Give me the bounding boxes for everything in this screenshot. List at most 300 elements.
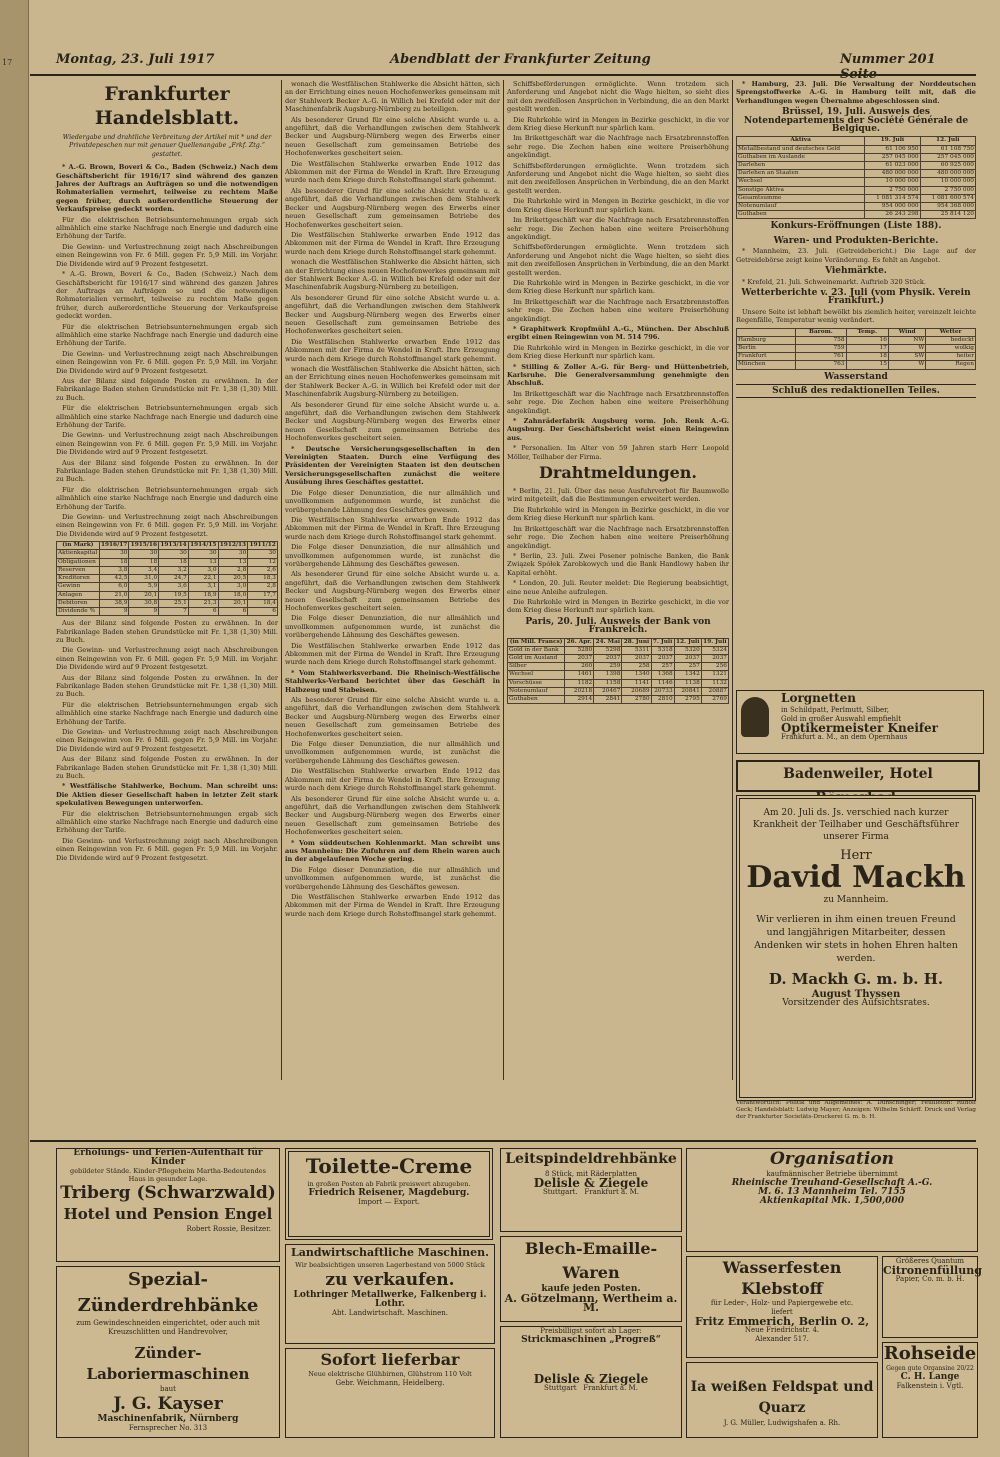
section-subtitle: Wiedergabe und drahtliche Verbreitung der Artikel mit * und der Privatdepeschen nur mit genauer Quellenangabe „Frkf. Ztg.“ gestattet. bbox=[62, 134, 272, 158]
ad-text: Delisle & Ziegele bbox=[533, 1176, 649, 1190]
table-row bbox=[737, 178, 976, 186]
paragraph: Für die elektrischen Betriebsunternehmungen ergab sich allmählich eine starke Nachfrage nach Energie und dadurch eine Erhöhung der Tarife. bbox=[56, 700, 278, 726]
ad-text: Hotel und Pension Engel bbox=[63, 1205, 273, 1223]
ad-text: in Schildpatt, Perlmutt, Silber, bbox=[781, 706, 889, 714]
table-cell: Gesamtsumme bbox=[737, 194, 865, 202]
table-cell: Wechsel bbox=[737, 178, 865, 186]
ad-text: 8 Stück, mit Räderplatten bbox=[544, 1170, 638, 1178]
table-cell: 21,0 bbox=[99, 591, 129, 599]
table-cell: 259 bbox=[594, 663, 622, 671]
table-cell: 2037 bbox=[594, 654, 622, 662]
ad-strickmaschinen bbox=[500, 1326, 682, 1438]
article-brown-boveri: * A.-G. Brown, Boveri & Co., Baden (Schweiz.) Nach dem Geschäftsbericht für 1916/17 sind während des ganzen Jahres der Auftrags an Aufträgen so und die notwendigen Rohmaterialien vermehrt, teilweise zu rechtem Maße gegen früher, durch außerordentliche Steuerung der Verkaufspreise gedeckt worden. bbox=[56, 163, 278, 214]
bank-france-table bbox=[507, 638, 729, 705]
paragraph: Schiffsbeförderungen ermöglichte. Wenn trotzdem sich Anforderung und Angebot nicht die Wage hielten, so sieht dies mit den zweifellosen Ansprüchen in Verbindung, die an den Markt gestellt werden. bbox=[507, 161, 729, 195]
table-cell: 18 bbox=[846, 353, 888, 361]
paragraph: Als besonderer Grund für eine solche Absicht wurde u. a. angeführt, daß die Verhandlungen zwischen dem Stahlwerk Becker und Augsburg-Nürnberg wegen des Erwerbs einer neuen Gesellschaft zum gemeinsamen Betriebe des Hochofenwerkes gescheitert seien. bbox=[285, 186, 500, 229]
ad-klebstoff bbox=[686, 1256, 878, 1358]
paragraph: Als besonderer Grund für eine solche Absicht wurde u. a. angeführt, daß die Verhandlungen zwischen dem Stahlwerk Becker und Augsburg-Nürnberg wegen des Erwerbs einer neuen Gesellschaft zum gemeinsamen Betriebe des Hochofenwerkes gescheitert seien. bbox=[285, 794, 500, 837]
ad-leitspindel bbox=[500, 1148, 682, 1232]
table-row bbox=[508, 654, 729, 662]
table-cell: 18,9 bbox=[188, 591, 218, 599]
ad-text: Alexander 517. bbox=[755, 1335, 809, 1343]
ad-text: Robert Rossie, Besitzer. bbox=[186, 1225, 271, 1233]
table-cell: 6 bbox=[248, 607, 278, 615]
ad-text: Neue elektrische Glühbirnen, Glühstrom 110 Volt bbox=[308, 1370, 472, 1378]
table-header-cell: 24. Mai bbox=[595, 638, 621, 645]
ad-lorgnetten bbox=[736, 690, 984, 754]
table-cell: 480 000 000 bbox=[865, 170, 920, 178]
ad-text: baut bbox=[160, 1385, 176, 1393]
table-row bbox=[508, 671, 729, 679]
paragraph: Die Westfälischen Stahlwerke erwarben Ende 1912 das Abkommen mit der Firma de Wendel in Kraft. Ihre Erzeugung wurde nach dem Kriege durch Rohstoffmangel stark gehemmt. bbox=[285, 230, 500, 256]
table-cell: 2914 bbox=[565, 695, 594, 703]
table-header-cell: 1914/15 bbox=[190, 542, 217, 549]
table-cell: Guthaben im Auslande bbox=[737, 153, 865, 161]
table-cell: 5311 bbox=[622, 646, 651, 654]
ad-text: Strickmaschinen „Progreß“ bbox=[521, 1335, 661, 1345]
wasserstand-title: Wasserstand bbox=[824, 371, 888, 382]
table-row bbox=[737, 186, 976, 194]
table-cell: 13 bbox=[218, 558, 248, 566]
paragraph: Für die elektrischen Betriebsunternehmungen ergab sich allmählich eine starke Nachfrage nach Energie und dadurch eine Erhöhung der Tarife. bbox=[56, 322, 278, 348]
article-versicherung: * Deutsche Versicherungsgesellschaften in den Vereinigten Staaten. Durch eine Verfügung des Präsidenten der Vereinigten Staaten ist den deutschen Versicherungsgesellschaften zunächst die weitere Ausübung ihres Geschäftes gestattet. bbox=[285, 444, 500, 487]
wetter-title: Wetterberichte v. 23. Juli (vom Physik. Verein Frankfurt.) bbox=[741, 287, 971, 307]
table-row bbox=[737, 145, 976, 153]
paragraph: Die Gewinn- und Verlustrechnung zeigt nach Abschreibungen einen Reingewinn von Fr. 6 Mill. gegen Fr. 5,9 Mill. im Vorjahr. Die Dividende wird auf 9 Prozent festgesetzt. bbox=[56, 836, 278, 862]
ad-toilette-creme bbox=[285, 1148, 493, 1240]
table-cell: Regen bbox=[926, 361, 976, 369]
table-cell: NW bbox=[888, 336, 925, 344]
paragraph: Die Westfälischen Stahlwerke erwarben Ende 1912 das Abkommen mit der Firma de Wendel in Kraft. Ihre Erzeugung wurde nach dem Kriege durch Rohstoffmangel stark gehemmt. bbox=[285, 159, 500, 185]
table-cell: 24,7 bbox=[159, 575, 189, 583]
table-cell: 2037 bbox=[701, 654, 728, 662]
table-cell: Berlin bbox=[737, 344, 796, 352]
paragraph: Die Westfälischen Stahlwerke erwarben Ende 1912 das Abkommen mit der Firma de Wendel in Kraft. Ihre Erzeugung wurde nach dem Kriege durch Rohstoffmangel stark gehemmt. bbox=[285, 337, 500, 363]
table-cell: 3,1 bbox=[188, 583, 218, 591]
paragraph: Aus der Bilanz sind folgende Posten zu erwähnen. In der Fabrikanlage Baden stehen Grundstücke mit Fr. 1,38 (1,30) Mill. zu Buch. bbox=[56, 673, 278, 699]
ad-sofort-lieferbar bbox=[285, 1348, 495, 1438]
paragraph: Im Brikettgeschäft war die Nachfrage nach Ersatzbrennstoffen sehr rege. Die Zechen haben eine weitere Preiserhöhung angekündigt. bbox=[507, 216, 729, 241]
paragraph: wonach die Westfälischen Stahlwerke die Absicht hätten, sich an der Errichtung eines neuen Hochofenwerkes gemeinsam mit der Stahlwerk Becker A.-G. in Willich bei Krefeld oder mit der Maschinenfabrik Augsburg-Nürnberg zu beteiligen. bbox=[285, 258, 500, 292]
table-cell: 5324 bbox=[701, 646, 728, 654]
table-cell: 12 bbox=[248, 558, 278, 566]
paragraph: * Mannheim, 23. Juli. (Getreidebericht.) Die Lage auf der Getreidebörse zeigt keine Veränderung. Es fehlt an Angebot. bbox=[736, 247, 976, 264]
table-cell: 18 bbox=[159, 558, 189, 566]
table-cell: wolkig bbox=[926, 344, 976, 352]
ad-text: M. 6. 13 Mannheim Tel. 7155 bbox=[758, 1187, 906, 1197]
paragraph: * Berlin, 21. Juli. Über das neue Ausfuhrverbot für Baumwolle wird mitgeteilt, daß die Bestimmungen erweitert werden. bbox=[507, 487, 729, 504]
ad-landwirtschaft bbox=[285, 1244, 495, 1344]
vieh-title: Viehmärkte. bbox=[825, 266, 887, 277]
table-cell: 2 750 000 bbox=[920, 186, 975, 194]
paragraph: Die Ruhrkohle wird in Mengen in Bezirke geschickt, in die vor dem Krieg diese Herkunft nur spärlich kam. bbox=[507, 343, 729, 361]
paragraph: Die Ruhrkohle wird in Mengen in Bezirke geschickt, in die vor dem Krieg diese Herkunft nur spärlich kam. bbox=[507, 597, 729, 615]
table-cell: Darlehen an Staaten bbox=[737, 170, 865, 178]
table-cell: Obligationen bbox=[57, 558, 100, 566]
table-cell: 20689 bbox=[622, 687, 651, 695]
table-cell: 21,3 bbox=[188, 599, 218, 607]
paragraph: Die Gewinn- und Verlustrechnung zeigt nach Abschreibungen einen Reingewinn von Fr. 6 Mill. gegen Fr. 5,9 Mill. im Vorjahr. Die Dividende wird auf 9 Prozent festgesetzt. bbox=[56, 431, 278, 457]
ad-text: in großen Posten ab Fabrik preiswert abzugeben. bbox=[307, 1180, 471, 1188]
paragraph: Aus der Bilanz sind folgende Posten zu erwähnen. In der Fabrikanlage Baden stehen Grundstücke mit Fr. 1,38 (1,30) Mill. zu Buch. bbox=[56, 458, 278, 484]
table-cell: SW bbox=[888, 353, 925, 361]
table-cell: W bbox=[888, 361, 925, 369]
paragraph: Als besonderer Grund für eine solche Absicht wurde u. a. angeführt, daß die Verhandlungen zwischen dem Stahlwerk Becker und Augsburg-Nürnberg wegen des Erwerbs einer neuen Gesellschaft zum gemeinsamen Betriebe des Hochofenwerkes gescheitert seien. bbox=[285, 400, 500, 443]
table-cell: Guthaben bbox=[737, 211, 865, 219]
table-cell: 9 bbox=[99, 607, 129, 615]
column-rule bbox=[732, 80, 733, 1080]
table-cell: 1398 bbox=[594, 671, 622, 679]
ad-text: Leitspindeldrehbänke bbox=[505, 1151, 677, 1167]
ad-blech-emaille bbox=[500, 1236, 682, 1322]
table-cell: 954 000 000 bbox=[865, 203, 920, 211]
table-cell: 5,9 bbox=[129, 583, 159, 591]
paragraph: Die Folge dieser Denunziation, die nur allmählich und unvollkommen aufgenommen wurde, ist zunächst die vorübergehende Lähmung des Geschäftes gewesen. bbox=[285, 543, 500, 568]
ad-text: Stuttgart. bbox=[542, 1188, 578, 1196]
ad-divider bbox=[30, 1140, 976, 1142]
table-cell: 1141 bbox=[622, 679, 651, 687]
table-row bbox=[508, 679, 729, 687]
table-header-cell: (in Mark) bbox=[57, 542, 100, 550]
article-graphitwerk: * Graphitwerk Kropfmühl A.-G., München. Der Abschluß ergibt einen Reingewinn von M. 514 796. bbox=[507, 324, 729, 342]
waren-title: Waren- und Produkten-Berichte. bbox=[773, 235, 939, 246]
paragraph: wonach die Westfälischen Stahlwerke die Absicht hätten, sich an der Errichtung eines neuen Hochofenwerkes gemeinsam mit der Stahlwerk Becker A.-G. in Willich bei Krefeld oder mit der Maschinenfabrik Augsburg-Nürnberg zu beteiligen. bbox=[285, 80, 500, 114]
table-header-cell: 19. Juli bbox=[865, 137, 920, 145]
table-cell: 20467 bbox=[594, 687, 622, 695]
table-cell: 9 bbox=[129, 607, 159, 615]
ad-text: A. Götzelmann, Wertheim a. M. bbox=[504, 1292, 678, 1314]
paragraph: Die Gewinn- und Verlustrechnung zeigt nach Abschreibungen einen Reingewinn von Fr. 6 Mill. gegen Fr. 5,9 Mill. im Vorjahr. Die Dividende wird auf 9 Prozent festgesetzt. bbox=[56, 349, 278, 375]
header-date: Montag, 23. Juli 1917 bbox=[56, 52, 215, 67]
ad-text: Blech-Emaille-Waren bbox=[524, 1239, 658, 1282]
ad-text: Papier, Co. m. b. H. bbox=[895, 1275, 965, 1283]
paragraph: Schiffsbeförderungen ermöglichte. Wenn trotzdem sich Anforderung und Angebot nicht die Wage hielten, so sieht dies mit den zweifellosen Ansprüchen in Verbindung, die an den Markt gestellt werden. bbox=[507, 80, 729, 114]
ad-text: Triberg (Schwarzwald) bbox=[60, 1183, 276, 1203]
bank-france-title: Paris, 20. Juli. Ausweis der Bank von Frankreich. bbox=[525, 616, 711, 636]
ad-text: Spezial-Zünderdrehbänke bbox=[77, 1269, 259, 1316]
table-cell: 30 bbox=[218, 550, 248, 558]
ad-rohseide bbox=[882, 1342, 978, 1438]
article-westfaelische: * Westfälische Stahlwerke, Bochum. Man schreibt uns: Die Aktien dieser Gesellschaft haben in letzter Zeit stark spekulativen Bewegungen unterworfen. bbox=[56, 782, 278, 808]
ad-text: David Mackh bbox=[746, 860, 966, 895]
table-cell: 20,1 bbox=[129, 591, 159, 599]
table-cell: 257 045 000 bbox=[865, 153, 920, 161]
table-row bbox=[737, 203, 976, 211]
table-cell: 2 750 000 bbox=[865, 186, 920, 194]
table-row bbox=[508, 646, 729, 654]
table-cell: 5298 bbox=[594, 646, 622, 654]
table-cell: Hamburg bbox=[737, 336, 796, 344]
table-cell: 3,8 bbox=[99, 566, 129, 574]
ad-text: Falkenstein i. Vgtl. bbox=[896, 1382, 964, 1390]
table-cell: 2037 bbox=[651, 654, 674, 662]
paragraph: Aus der Bilanz sind folgende Posten zu erwähnen. In der Fabrikanlage Baden stehen Grundstücke mit Fr. 1,38 (1,30) Mill. zu Buch. bbox=[56, 755, 278, 781]
paragraph: Die Ruhrkohle wird in Mengen in Bezirke geschickt, in die vor dem Krieg diese Herkunft nur spärlich kam. bbox=[507, 505, 729, 523]
table-cell: 17,7 bbox=[248, 591, 278, 599]
table-cell: 3,0 bbox=[188, 566, 218, 574]
table-row bbox=[737, 162, 976, 170]
table-cell: 17 bbox=[846, 344, 888, 352]
table-cell: 38,9 bbox=[99, 599, 129, 607]
table-cell: 3,0 bbox=[218, 583, 248, 591]
table-cell: 30 bbox=[248, 550, 278, 558]
table-header-cell bbox=[737, 328, 796, 336]
ad-text: zu Mannheim. bbox=[823, 895, 889, 905]
ad-text: August Thyssen bbox=[811, 989, 901, 1000]
table-cell: Frankfurt bbox=[737, 353, 796, 361]
ad-text: zu verkaufen. bbox=[325, 1270, 455, 1290]
paragraph: Für die elektrischen Betriebsunternehmungen ergab sich allmählich eine starke Nachfrage nach Energie und dadurch eine Erhöhung der Tarife. bbox=[56, 809, 278, 835]
table-cell: Darlehen bbox=[737, 162, 865, 170]
paragraph: Die Gewinn- und Verlustrechnung zeigt nach Abschreibungen einen Reingewinn von Fr. 6 Mill. gegen Fr. 5,9 Mill. im Vorjahr. Die Dividende wird auf 9 Prozent festgesetzt. bbox=[56, 513, 278, 538]
ad-text: für Leder-, Holz- und Papiergewebe etc. bbox=[710, 1299, 854, 1307]
table-cell: 2,8 bbox=[248, 583, 278, 591]
table-cell: 1 081 600 574 bbox=[920, 194, 975, 202]
table-header-cell: 1911/12 bbox=[249, 542, 276, 549]
table-cell: 763 bbox=[796, 361, 846, 369]
table-cell: Aktienkapital bbox=[57, 550, 100, 558]
table-cell: 2,6 bbox=[248, 566, 278, 574]
section-title: Frankfurter Handelsblatt. bbox=[94, 83, 240, 129]
table-cell: Reserven bbox=[57, 566, 100, 574]
table-row bbox=[57, 583, 278, 591]
weather-table bbox=[736, 328, 976, 370]
table-header-cell: 7. Juli bbox=[652, 638, 673, 645]
table-cell: 61 106 950 bbox=[865, 145, 920, 153]
table-header-cell: 1915/16 bbox=[130, 542, 157, 549]
table-cell: 25,1 bbox=[159, 599, 189, 607]
ad-text: Fritz Emmerich, Berlin O. 2, bbox=[694, 1315, 870, 1328]
ad-text: Aktienkapital Mk. 1,500,000 bbox=[760, 1196, 904, 1206]
ad-text: Citronenfüllung bbox=[883, 1264, 982, 1277]
table-cell: 257 bbox=[651, 663, 674, 671]
paragraph: Die Ruhrkohle wird in Mengen in Bezirke geschickt, in die vor dem Krieg diese Herkunft nur spärlich kam. bbox=[507, 115, 729, 133]
ad-text: Import — Export. bbox=[358, 1198, 420, 1206]
table-cell: 1138 bbox=[674, 679, 701, 687]
table-cell: Sonstige Aktiva bbox=[737, 186, 865, 194]
table-cell: 30 bbox=[188, 550, 218, 558]
table-cell: 3,2 bbox=[159, 566, 189, 574]
ad-text: Lothringer Metallwerke, Falkenberg i. Lothr. bbox=[293, 1290, 487, 1309]
table-row bbox=[57, 566, 278, 574]
table-cell: Gold in der Bank bbox=[508, 646, 565, 654]
ad-text: Am 20. Juli ds. Js. verschied nach kurzer Krankheit der Teilhaber und Geschäftsführer unserer Firma bbox=[752, 808, 960, 842]
table-cell: Wechsel bbox=[508, 671, 565, 679]
table-cell: 2810 bbox=[651, 695, 674, 703]
paragraph: Als besonderer Grund für eine solche Absicht wurde u. a. angeführt, daß die Verhandlungen zwischen dem Stahlwerk Becker und Augsburg-Nürnberg wegen des Erwerbs einer neuen Gesellschaft zum gemeinsamen Betriebe des Hochofenwerkes gescheitert seien. bbox=[285, 293, 500, 336]
paragraph: Schiffsbeförderungen ermöglichte. Wenn trotzdem sich Anforderung und Angebot nicht die Wage hielten, so sieht dies mit den zweifellosen Ansprüchen in Verbindung, die an den Markt gestellt werden. bbox=[507, 243, 729, 277]
paragraph: Die Ruhrkohle wird in Mengen in Bezirke geschickt, in die vor dem Krieg diese Herkunft nur spärlich kam. bbox=[507, 278, 729, 296]
ad-text: Lorgnetten bbox=[781, 691, 856, 705]
table-cell: 5318 bbox=[651, 646, 674, 654]
ad-text: Vorsitzender des Aufsichtsrates. bbox=[782, 998, 930, 1008]
ad-text: liefert bbox=[771, 1308, 793, 1316]
table-cell: 20218 bbox=[565, 687, 594, 695]
paragraph: Im Brikettgeschäft war die Nachfrage nach Ersatzbrennstoffen sehr rege. Die Zechen haben eine weitere Preiserhöhung angekündigt. bbox=[507, 524, 729, 550]
paragraph: Im Brikettgeschäft war die Nachfrage nach Ersatzbrennstoffen sehr rege. Die Zechen haben eine weitere Preiserhöhung angekündigt. bbox=[507, 134, 729, 160]
table-cell: 31,0 bbox=[129, 575, 159, 583]
ad-text: Maschinenfabrik, Nürnberg bbox=[97, 1414, 239, 1424]
header-paper: Abendblatt der Frankfurter Zeitung bbox=[390, 52, 651, 67]
table-cell: 2841 bbox=[594, 695, 622, 703]
table-cell: 30 bbox=[129, 550, 159, 558]
table-cell: 759 bbox=[796, 344, 846, 352]
ad-text: Frankfurt a. M. bbox=[583, 1384, 638, 1392]
paragraph: Die Folge dieser Denunziation, die nur allmählich und unvollkommen aufgenommen wurde, ist zunächst die vorübergehende Lähmung des Geschäftes gewesen. bbox=[285, 614, 500, 640]
table-cell: 758 bbox=[796, 336, 846, 344]
table-cell: 2037 bbox=[674, 654, 701, 662]
table-row bbox=[737, 211, 976, 219]
paragraph: Die Westfälischen Stahlwerke erwarben Ende 1912 das Abkommen mit der Firma de Wendel in Kraft. Ihre Erzeugung wurde nach dem Kriege durch Rohstoffmangel stark gehemmt. bbox=[285, 892, 500, 918]
paragraph: Die Gewinn- und Verlustrechnung zeigt nach Abschreibungen einen Reingewinn von Fr. 6 Mill. gegen Fr. 5,9 Mill. im Vorjahr. Die Dividende wird auf 9 Prozent festgesetzt. bbox=[56, 727, 278, 753]
ad-text: Stuttgart bbox=[544, 1384, 577, 1392]
drahtmeldungen-title: Drahtmeldungen. bbox=[539, 463, 697, 483]
table-row bbox=[57, 591, 278, 599]
table-cell: 257 045 000 bbox=[920, 153, 975, 161]
table-cell: Notenumlauf bbox=[508, 687, 565, 695]
paragraph: * Berlin, 23. Juli. Zwei Posener polnische Banken, die Bank Związek Spółek Zarobkowych und die Bank Handlowy haben ihr Kapital erhöht. bbox=[507, 551, 729, 577]
table-header-cell: Temp. bbox=[846, 328, 888, 336]
table-row bbox=[737, 336, 976, 344]
ad-text: Gebr. Weichmann, Heidelberg. bbox=[335, 1379, 445, 1387]
table-row bbox=[737, 153, 976, 161]
table-cell: 42,5 bbox=[99, 575, 129, 583]
paragraph: Die Folge dieser Denunziation, die nur allmählich und unvollkommen aufgenommen wurde, ist zunächst die vorübergehende Lähmung des Geschäftes gewesen. bbox=[285, 865, 500, 891]
table-cell: 15 bbox=[846, 361, 888, 369]
ad-erholung bbox=[56, 1148, 280, 1262]
table-cell: 1368 bbox=[651, 671, 674, 679]
table-cell: 2037 bbox=[565, 654, 594, 662]
paragraph: Für die elektrischen Betriebsunternehmungen ergab sich allmählich eine starke Nachfrage nach Energie und dadurch eine Erhöhung der Tarife. bbox=[56, 404, 278, 429]
table-cell: 20841 bbox=[674, 687, 701, 695]
ad-text: kaufe jeden Posten. bbox=[541, 1284, 641, 1294]
table-cell: 954 368 000 bbox=[920, 203, 975, 211]
ad-text: C. H. Lange bbox=[900, 1372, 960, 1382]
paragraph: Unsere Seite ist lebhaft bewölkt bis ziemlich heiter, vereinzelt leichte Regenfälle, Temperatur wenig verändert. bbox=[736, 307, 976, 325]
ad-text: Organisation bbox=[769, 1149, 895, 1169]
paragraph: Die Gewinn- und Verlustrechnung zeigt nach Abschreibungen einen Reingewinn von Fr. 6 Mill. gegen Fr. 5,9 Mill. im Vorjahr. Die Dividende wird auf 9 Prozent festgesetzt. bbox=[56, 646, 278, 672]
table-cell: 5320 bbox=[674, 646, 701, 654]
table-cell: 30 bbox=[99, 550, 129, 558]
table-header-cell: 28. Juni bbox=[623, 638, 650, 645]
table-cell: Metallbestand und deutsches Geld bbox=[737, 145, 865, 153]
table-cell: 1132 bbox=[701, 679, 728, 687]
paragraph: * Personalien. Im Alter von 59 Jahren starb Herr Leopold Möller, Teilhaber der Firma. bbox=[507, 444, 729, 461]
table-header-cell: Wind bbox=[888, 328, 925, 336]
table-cell: 1 081 314 574 bbox=[865, 194, 920, 202]
table-header-cell: 19. Juli bbox=[703, 638, 727, 645]
table-cell: 18 bbox=[129, 558, 159, 566]
table-cell: 2795 bbox=[674, 695, 701, 703]
table-cell: 2780 bbox=[622, 695, 651, 703]
table-cell: 260 bbox=[565, 663, 594, 671]
edge-mark: 17 bbox=[2, 58, 13, 67]
table-header-cell: 1913/14 bbox=[160, 542, 187, 549]
table-cell: 761 bbox=[796, 353, 846, 361]
article-hamburg: * Hamburg, 23. Juli. Die Verwaltung der Norddeutschen Sprengstoffwerke A.-G. in Hamburg teilt mit, daß die Verhandlungen wegen Übernahme abgeschlossen sind. bbox=[736, 80, 976, 105]
table-cell: 6 bbox=[188, 607, 218, 615]
ad-citronen bbox=[882, 1256, 982, 1338]
ad-text: Wasserfesten Klebstoff bbox=[722, 1258, 842, 1298]
table-cell: Notenumlauf bbox=[737, 203, 865, 211]
ad-text: Abt. Landwirtschaft. Maschinen. bbox=[331, 1309, 449, 1317]
table-cell: Guthaben bbox=[508, 695, 565, 703]
schluss-line: Schluß des redaktionellen Teiles. bbox=[736, 384, 976, 398]
table-cell: 3,4 bbox=[129, 566, 159, 574]
ad-text: Rheinische Treuhand-Gesellschaft A.-G. bbox=[731, 1178, 933, 1188]
paragraph: Als besonderer Grund für eine solche Absicht wurde u. a. angeführt, daß die Verhandlungen zwischen dem Stahlwerk Becker und Augsburg-Nürnberg wegen des Erwerbs einer neuen Gesellschaft zum gemeinsamen Betriebe des Hochofenwerkes gescheitert seien. bbox=[285, 696, 500, 738]
table-cell: 19,5 bbox=[159, 591, 189, 599]
table-row bbox=[737, 194, 976, 202]
paragraph: * A.-G. Brown, Boveri & Co., Baden (Schweiz.) Nach dem Geschäftsbericht für 1916/17 sind während des ganzen Jahres der Auftrags an Aufträgen so und die notwendigen Rohmaterialien vermehrt, teilweise zu rechtem Maße gegen früher, durch außerordentliche Steuerung der Verkaufspreise gedeckt worden. bbox=[56, 270, 278, 321]
adjacent-page-edge bbox=[0, 0, 29, 1457]
table-cell: Gold im Ausland bbox=[508, 654, 565, 662]
ad-organisation bbox=[686, 1148, 978, 1252]
paragraph: Als besonderer Grund für eine solche Absicht wurde u. a. angeführt, daß die Verhandlungen zwischen dem Stahlwerk Becker und Augsburg-Nürnberg wegen des Erwerbs einer neuen Gesellschaft zum gemeinsamen Betriebe des Hochofenwerkes gescheitert seien. bbox=[285, 115, 500, 158]
table-cell: 30 bbox=[159, 550, 189, 558]
paragraph: Die Folge dieser Denunziation, die nur allmählich und unvollkommen aufgenommen wurde, ist zunächst die vorübergehende Lähmung des Geschäftes gewesen. bbox=[285, 488, 500, 514]
table-cell: 1182 bbox=[565, 679, 594, 687]
table-header-cell: Wetter bbox=[926, 328, 976, 336]
table-cell: 61 023 000 bbox=[865, 162, 920, 170]
ad-text: Herr bbox=[840, 848, 872, 863]
ad-text: Toilette-Creme bbox=[305, 1154, 473, 1178]
table-cell: 1342 bbox=[674, 671, 701, 679]
paragraph: Im Brikettgeschäft war die Nachfrage nach Ersatzbrennstoffen sehr rege. Die Zechen haben eine weitere Preiserhöhung angekündigt. bbox=[507, 297, 729, 323]
table-cell: Silber bbox=[508, 663, 565, 671]
paragraph: Im Brikettgeschäft war die Nachfrage nach Ersatzbrennstoffen sehr rege. Die Zechen haben eine weitere Preiserhöhung angekündigt. bbox=[507, 389, 729, 415]
table-cell: heiter bbox=[926, 353, 976, 361]
table-cell: Vorschüsse bbox=[508, 679, 565, 687]
ad-zuender bbox=[56, 1266, 280, 1438]
ad-text: Rohseide bbox=[883, 1343, 977, 1364]
paragraph: Aus der Bilanz sind folgende Posten zu erwähnen. In der Fabrikanlage Baden stehen Grundstücke mit Fr. 1,38 (1,30) Mill. zu Buch. bbox=[56, 376, 278, 402]
ad-text: Landwirtschaftliche Maschinen. bbox=[291, 1246, 489, 1259]
ad-text: Gegen gute Organsine 20/22 bbox=[886, 1365, 974, 1372]
table-cell: 5280 bbox=[565, 646, 594, 654]
table-header-cell: 26. Apr. bbox=[566, 638, 592, 645]
table-header-cell: 1916/17 bbox=[100, 542, 128, 549]
table-cell: 480 000 000 bbox=[920, 170, 975, 178]
table-cell: Gewinn bbox=[57, 583, 100, 591]
paragraph: * London, 20. Juli. Reuter meldet: Die Regierung beabsichtigt, eine neue Anleihe aufzulegen. bbox=[507, 579, 729, 596]
article-kohlenmarkt: * Vom süddeutschen Kohlenmarkt. Man schreibt uns aus Mannheim: Die Zufuhren auf dem Rhein waren auch in der abgelaufenen Woche gering. bbox=[285, 838, 500, 864]
table-cell: 2769 bbox=[701, 695, 728, 703]
ad-text: Sofort lieferbar bbox=[320, 1350, 460, 1369]
table-row bbox=[737, 170, 976, 178]
ad-text: Neue Friedrichstr. 4. bbox=[744, 1326, 820, 1334]
table-cell: 18,3 bbox=[248, 575, 278, 583]
table-cell: 257 bbox=[674, 663, 701, 671]
table-cell: 25 814 120 bbox=[920, 211, 975, 219]
balance-table bbox=[56, 541, 278, 616]
table-row bbox=[508, 663, 729, 671]
paragraph: wonach die Westfälischen Stahlwerke die Absicht hätten, sich an der Errichtung eines neuen Hochofenwerkes gemeinsam mit der Stahlwerk Becker A.-G. in Willich bei Krefeld oder mit der Maschinenfabrik Augsburg-Nürnberg zu beteiligen. bbox=[285, 365, 500, 399]
table-header-cell: (in Mill. Francs) bbox=[508, 638, 565, 646]
table-row bbox=[737, 344, 976, 352]
table-cell: 3,6 bbox=[159, 583, 189, 591]
table-cell: 1340 bbox=[622, 671, 651, 679]
ad-text: gebildeter Stände. Kinder-Pflegeheim Martha-Bedeutendes Haus in gesunder Lage. bbox=[70, 1167, 266, 1183]
table-cell: Kreditoren bbox=[57, 575, 100, 583]
ad-text: Gold in großer Auswahl empfiehlt bbox=[781, 715, 902, 723]
table-cell: 256 bbox=[701, 663, 728, 671]
ad-text: Wir verlieren in ihm einen treuen Freund und langjährigen Mitarbeiter, dessen Andenken wir stets in hohen Ehren halten werden. bbox=[754, 914, 958, 964]
table-cell: 2,8 bbox=[218, 566, 248, 574]
ad-text: Frankfurt a. M. bbox=[584, 1188, 640, 1196]
ad-text: J. G. Müller, Ludwigshafen a. Rh. bbox=[723, 1419, 841, 1427]
